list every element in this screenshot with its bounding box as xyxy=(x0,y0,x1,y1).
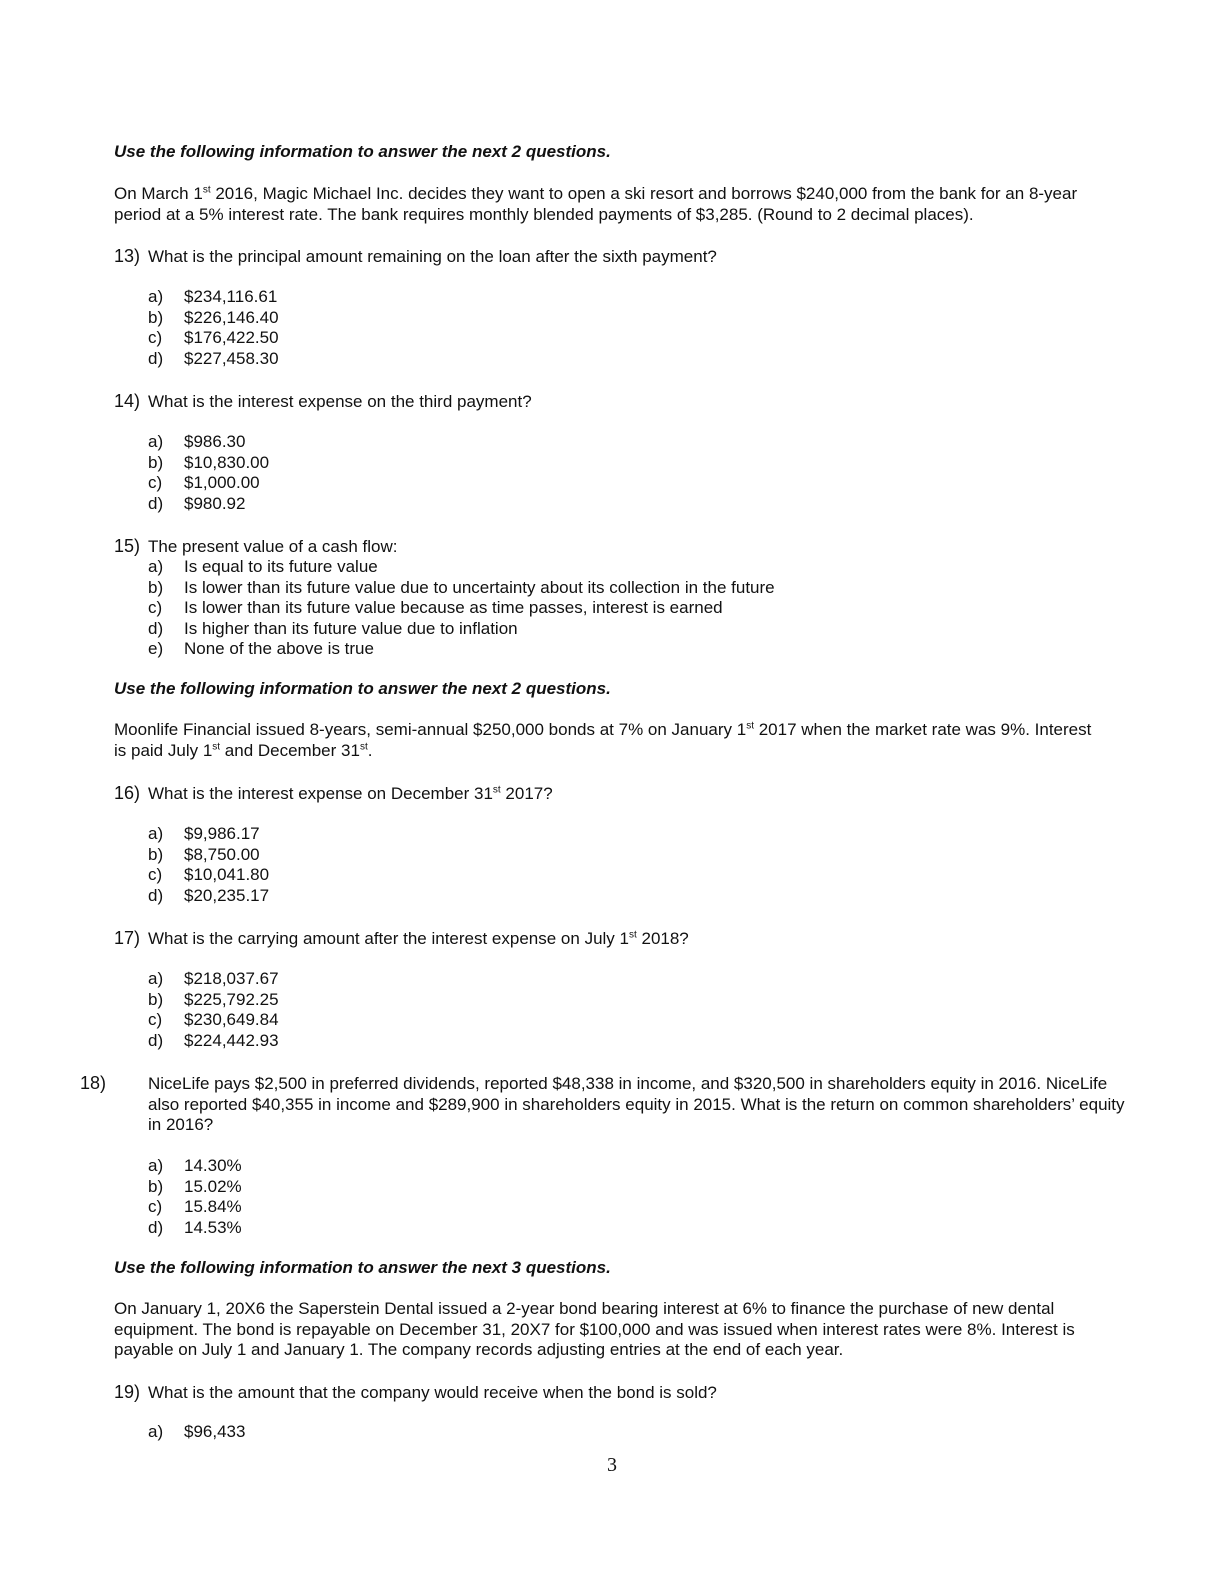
option-list xyxy=(148,824,269,906)
option-item: c) $10,041.80 xyxy=(148,865,270,884)
question-16 xyxy=(114,783,1104,805)
option-item: d) $20,235.17 xyxy=(148,885,270,905)
section-intro: Use the following information to answer the next 2 questions. xyxy=(114,679,611,698)
option-item: c) Is lower than its future value because as time passes, interest is earned xyxy=(148,598,723,617)
option-item: a) $218,037.67 xyxy=(148,969,279,988)
question-13 xyxy=(114,246,1104,268)
section-intro: Use the following information to answer the next 2 questions. xyxy=(114,142,611,161)
option-item: a) $234,116.61 xyxy=(148,287,278,306)
question-number: 16) xyxy=(114,783,141,803)
question-text: NiceLife pays $2,500 in preferred dividends, reported $48,338 in income, and $320,500 in shareholders equity in 2016. NiceLife also reported $40,355 in income and $289,900 in shareholders equity in 2015. What is the return on common shareholders’ equity in 2016? xyxy=(148,1074,1125,1134)
option-item: c) 15.84% xyxy=(148,1197,242,1216)
page-number: 3 xyxy=(607,1454,617,1476)
option-item: b) $10,830.00 xyxy=(148,452,270,472)
question-17 xyxy=(114,928,1104,950)
section-context: On March 1st 2016, Magic Michael Inc. decides they want to open a ski resort and borrows $240,000 from the bank for an 8-year period at a 5% interest rate. The bank requires monthly blended payments of $3,285. (Round to 2 decimal places). xyxy=(114,184,1078,224)
section-context: On January 1, 20X6 the Saperstein Dental issued a 2-year bond bearing interest at 6% to finance the purchase of new dental equipment. The bond is repayable on December 31, 20X7 for $100,000 and was issued when interest rates were 8%. Interest is payable on July 1 and January 1. The company records adjusting entries at the end of each year. xyxy=(114,1299,1075,1359)
question-number: 14) xyxy=(114,391,141,411)
section-intro: Use the following information to answer the next 3 questions. xyxy=(114,1258,611,1277)
option-item: b) Is lower than its future value due to uncertainty about its collection in the future xyxy=(148,577,775,597)
option-list xyxy=(148,287,279,369)
option-item: e) None of the above is true xyxy=(148,639,374,658)
option-list xyxy=(148,432,269,514)
question-19 xyxy=(114,1382,1104,1404)
option-item: c) $176,422.50 xyxy=(148,328,279,347)
section-context: Moonlife Financial issued 8-years, semi-annual $250,000 bonds at 7% on January 1st 2017 when the market rate was 9%. Interest is paid July 1st and December 31st. xyxy=(114,720,1092,760)
option-item: d) Is higher than its future value due to inflation xyxy=(148,618,518,638)
option-list xyxy=(148,557,775,660)
option-item: d) 14.53% xyxy=(148,1217,242,1237)
question-number: 17) xyxy=(114,928,141,948)
option-item: b) 15.02% xyxy=(148,1176,242,1196)
question-text: The present value of a cash flow: xyxy=(148,537,398,556)
question-14 xyxy=(114,391,1104,413)
option-item: a) Is equal to its future value xyxy=(148,557,378,576)
question-number: 19) xyxy=(114,1382,141,1402)
option-item: c) $1,000.00 xyxy=(148,473,260,492)
question-number: 15) xyxy=(114,536,141,556)
question-number: 13) xyxy=(114,246,141,266)
question-text: What is the principal amount remaining on the loan after the sixth payment? xyxy=(148,247,717,266)
question-text: What is the amount that the company would receive when the bond is sold? xyxy=(148,1383,717,1402)
option-item: b) $226,146.40 xyxy=(148,307,279,327)
option-item: a) $9,986.17 xyxy=(148,824,260,843)
option-list xyxy=(148,1156,242,1238)
option-list xyxy=(148,969,279,1051)
option-item: d) $227,458.30 xyxy=(148,348,279,368)
option-item: d) $224,442.93 xyxy=(148,1030,279,1050)
question-text: What is the interest expense on December 31st 2017? xyxy=(148,784,553,803)
question-text: What is the carrying amount after the interest expense on July 1st 2018? xyxy=(148,929,689,948)
option-list xyxy=(148,1422,245,1443)
question-number: 18) xyxy=(80,1073,107,1093)
question-15 xyxy=(114,536,1104,558)
option-item: a) $96,433 xyxy=(148,1422,246,1441)
option-item: b) $8,750.00 xyxy=(148,844,260,864)
option-item: a) $986.30 xyxy=(148,432,246,451)
question-text: What is the interest expense on the third payment? xyxy=(148,392,532,411)
option-item: a) 14.30% xyxy=(148,1156,242,1175)
question-18 xyxy=(80,1073,1138,1136)
option-item: b) $225,792.25 xyxy=(148,989,279,1009)
option-item: c) $230,649.84 xyxy=(148,1010,279,1029)
option-item: d) $980.92 xyxy=(148,493,246,513)
